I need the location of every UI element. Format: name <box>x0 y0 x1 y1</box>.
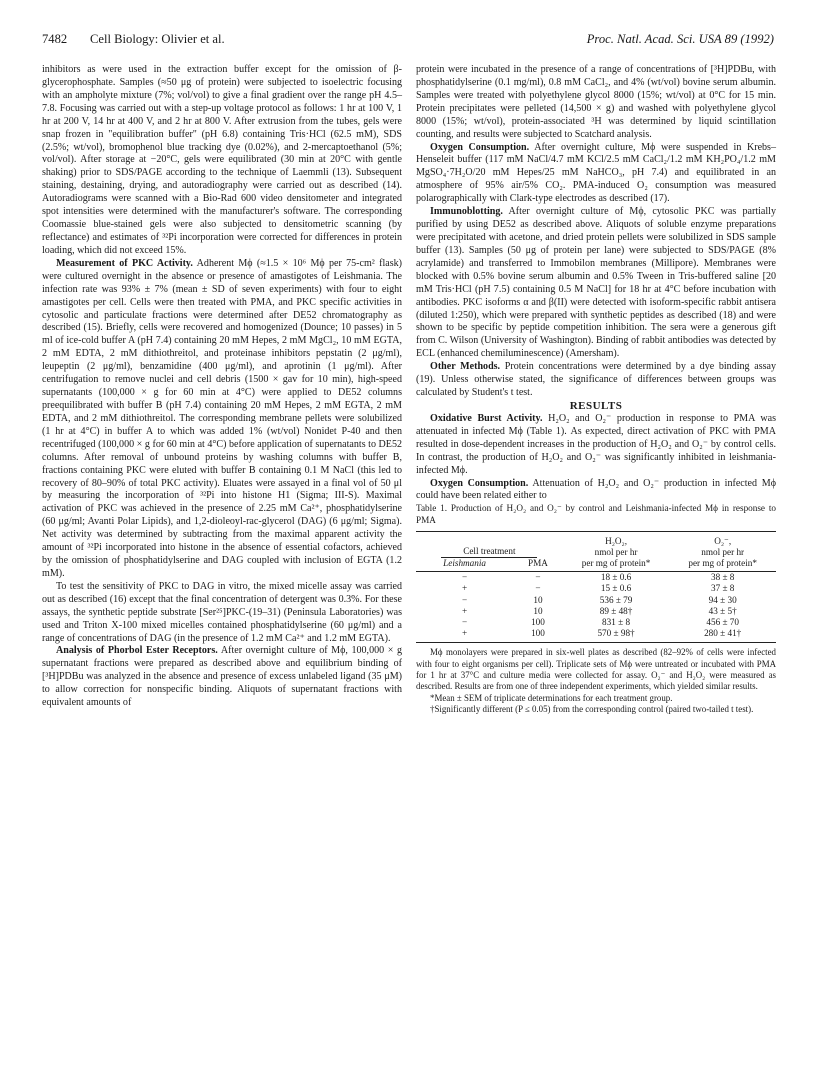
table-footnotes <box>416 647 776 715</box>
section-heading: Oxygen Consumption. <box>430 477 529 489</box>
table-row: − 100 831 ± 8 456 ± 70 <box>461 616 739 627</box>
paragraph <box>416 206 776 361</box>
paragraph: inhibitors as were used in the extraction buffer except for the omission of β-glycerophosphate. Samples (≈50 μg of protein) were subjected to isoelectric focusing with an ampholyte mixture (7%; vol/vol) to give a final gradient over the range pH 4.5–7.8. Focusing was carried out with a step-up voltage protocol as follows: 1 hr at 100 V, 1 hr at 200 V, 14 hr at 400 V, and 2 hr at 800 V. After extrusion from the tubes, gels were snap frozen in "equilibration buffer" (pH 6.8) containing Tris·HCl (62.5 mM), SDS (2.5%; wt/vol), bromophenol blue tracking dye (0.02%), and 2-mercaptoethanol (5%; vol/vol). After storage at −20°C, gels were equilibrated (30 min at 20°C with gentle shaking) prior to SDS/PAGE according to the technique of Laemmli (13). Subsequent staining, destaining, drying, and autoradiography were carried out as described (14). Autoradiograms were scanned with a Bio-Rad 600 video densitometer and integrated spot intensities were determined with the manufacturer's software. The corresponding Coomassie blue-stained gels were also subjected to densitometric scanning (by reflectance) and estimates of ³²Pi incorporation were corrected for differences in protein loading, which did not exceed 15%. <box>42 64 402 256</box>
section-heading: Other Methods. <box>430 361 501 373</box>
section-heading: Oxygen Consumption. <box>430 141 530 153</box>
paragraph-text: H₂O₂ and O₂⁻ production in response to PMA was attenuated in infected Mϕ (Table 1). As expected, direct activation of PKC with PMA resulted in dose-dependent increases in the production of H₂O₂ and O₂⁻ by control cells. In contrast, the production of H₂O₂ and O₂⁻ was significantly inhibited in leishmania-infected Mϕ. <box>416 412 777 476</box>
paragraph <box>416 361 776 400</box>
paragraph-text: After overnight culture of Mϕ, 100,000 × g supernatant fractions were prepared as described above and equilibrium binding of [³H]PDBu was analyzed in the absence and presence of excess unlabeled ligand (35 μM) to allow correction for nonspecific binding. Aliquots of supernatant fractions with equivalent amounts of <box>42 645 403 709</box>
journal-reference: Proc. Natl. Acad. Sci. USA 89 (1992) <box>586 32 774 46</box>
column-header-o2-units: per mg of protein* <box>669 558 776 572</box>
table-row: + − 15 ± 0.6 37 ± 8 <box>461 583 735 594</box>
paragraph-text: Attenuation of H₂O₂ and O₂⁻ production in infected Mϕ could have been related either to <box>416 477 776 502</box>
paragraph-text: After overnight culture, Mϕ were suspended in Krebs–Henseleit buffer (117 mM NaCl/4.7 mM KCl/2.5 mM CaCl₂/1.2 mM KH₂PO₄/1.2 mM MgSO₄·7H₂O/20 mM Hepes/25 mM NaHCO₃, pH 7.4) and equilibrated in an atmosphere of 95% air/5% CO₂. PMA-induced O₂ consumption was measured polarographically with Clark-type electrodes as described (17). <box>416 141 776 205</box>
section-heading: Oxidative Burst Activity. <box>430 412 543 424</box>
paragraph-text: Adherent Mϕ (≈1.5 × 10⁶ Mϕ per 75-cm² flask) were cultured overnight in the absence or presence of amastigotes of Leishmania. The infection rate was 93% ± 7% (mean ± SD of seven experiments) with four to eight amastigotes per cell. Cells were then treated with PMA, and PKC specific activities in cytosolic and particulate fractions were determined after DE52 chromatography as described (15). Briefly, cells were recovered and homogenized (Dounce; 10 passes) in 5 ml of ice-cold buffer A (pH 7.4) containing 20 mM Hepes, 2 mM MgCl₂, 10 mM EGTA, 2 mM EDTA, 2 mM dithiothreitol, and proteinase inhibitors pepstatin (2 μg/ml), leupeptin (2 μg/ml), benzamidine (400 μg/ml), and aprotinin (1 μg/ml). After centrifugation to remove nuclei and cell debris (1500 × gav for 10 min), high-speed supernatants (100,000 × g for 60 min at 4°C) were applied to DE52 columns preequilibrated with buffer B (pH 7.4) containing 20 mM Hepes, 2 mM EGTA, 2 mM EDTA, and 2 mM dithiothreitol. The corresponding membrane pellets were solubilized (1 hr at 4°C) in buffer A to which was added 1% (wt/vol) Nonidet P-40 and then recentrifuged (100,000 × g for 60 min at 4°C) before application of supernatants to DE52 columns. After removal of unbound proteins by washing columns with buffer B, fractions containing PKC were eluted with buffer B containing 0.1 M NaCl (this led to recovery of 80–90% of total PKC activity). Eluates were assayed in a final vol of 50 μl by measuring the incorporation of ³²Pi into histone H1 (Sigma; III-S). Maximal activation of PKC was achieved in the presence of 2.25 mM Ca²⁺, phosphatidylserine (60 μg/ml; Avanti Polar Lipids), and 1,2-dioleoyl-rac-glycerol (DAG) (6 μg/ml; Sigma). Net activity was determined by subtracting from the maximal apparent activity the amount of ³²Pi incorporated into histone in the absence of essential cofactors, achieved by the omission of phosphatidylserine and DAG coupled with inclusion of EGTA (1.2 mM). <box>42 257 402 579</box>
section-heading: Measurement of PKC Activity. <box>56 257 193 269</box>
page-number: 7482 <box>42 32 68 46</box>
column-group-header: Cell treatment <box>416 534 563 558</box>
column-header-pma: PMA <box>513 558 563 572</box>
table-row: − − 18 ± 0.6 38 ± 8 <box>461 572 735 583</box>
footnote-dagger: †Significantly different (P ≤ 0.05) from the corresponding control (paired two-tailed t test). <box>430 703 754 714</box>
table-note: Mϕ monolayers were prepared in six-well plates as described (82–92% of cells were infected with four to eight organisms per cell). Triplicate sets of Mϕ were untreated or incubated with PMA for 1 hr at 37°C and culture media were collected for assay. O₂⁻ and H₂O₂ were measured as described. Results are from one of three independent experiments, which yielded similar results. <box>416 647 776 692</box>
table-caption: Table 1. Production of H₂O₂ and O₂⁻ by control and Leishmania-infected Mϕ in response to PMA <box>416 503 776 525</box>
paragraph-text: Protein concentrations were determined by a dye binding assay (19). Unless otherwise stated, the significance of differences between groups was calculated by Student's t test. <box>416 361 777 399</box>
page-header <box>42 32 774 50</box>
right-column <box>416 64 776 715</box>
paragraph <box>416 413 776 478</box>
column-header-h2o2: H₂O₂, nmol per hr <box>594 535 638 557</box>
column-header-h2o2-units: per mg of protein* <box>563 558 670 572</box>
table-row: − 10 536 ± 79 94 ± 30 <box>461 594 737 605</box>
table-row: + 10 89 ± 48† 43 ± 5† <box>461 605 737 616</box>
paragraph <box>416 478 776 504</box>
paragraph: To test the sensitivity of PKC to DAG in vitro, the mixed micelle assay was carried out as described (16) except that the final concentration of detergent was 0.3%. For these assays, the synthetic peptide substrate [Ser²⁵]PKC-(19–31) (Peninsula Laboratories) was used and Triton X-100 mixed micelles contained phosphatidylserine (60 μg/ml) and a range of concentrations of DAG (in the presence of 1.2 mM Ca²⁺ and 1.2 mM EGTA). <box>42 580 402 644</box>
results-heading: RESULTS <box>569 399 623 412</box>
section-heading: Immunoblotting. <box>430 206 503 218</box>
column-header-leishmania: Leishmania <box>416 558 513 572</box>
paragraph: protein were incubated in the presence of a range of concentrations of [³H]PDBu, with phosphatidylserine (0.1 mg/ml), 0.8 mM CaCl₂, and 4% (wt/vol) bovine serum albumin. Samples were treated with polyethylene glycol 8000 (15%; wt/vol) at 0°C for 15 min. Protein precipitates were pelleted (14,500 × g) and washed with polyethylene glycol 8000 (15%; wt/vol), protein-associated ³H was determined by liquid scintillation counting, and results were subjected to Scatchard analysis. <box>416 64 776 140</box>
column-header-o2: O₂⁻, nmol per hr <box>701 535 745 557</box>
left-column <box>42 64 402 710</box>
paragraph <box>42 645 402 710</box>
table-row: + 100 570 ± 98† 280 ± 41† <box>416 628 776 643</box>
section-heading: Analysis of Phorbol Ester Receptors. <box>56 645 218 657</box>
footnote-star: *Mean ± SEM of triplicate determinations for each treatment group. <box>430 692 673 703</box>
running-title: Cell Biology: Olivier et al. <box>90 32 225 46</box>
paragraph <box>416 142 776 207</box>
table-1 <box>416 531 776 644</box>
paragraph-text: After overnight culture of Mϕ, cytosolic PKC was partially purified by using DE52 as described above. Aliquots of soluble enzyme preparations were precipitated with acetone, and dried protein pellets were solubilized in SDS sample buffer (13). Samples (50 μg of protein per lane) were subjected to SDS/PAGE (8% acrylamide) and transferred to Immobilon membranes (Millipore). Membranes were blocked with 0.5% bovine serum albumin and 0.5% Tween in Tris-buffered saline [20 mM Tris·HCl (pH 7.5) containing 0.5 M NaCl] for 18 hr at 4°C before incubation with antibodies. PKC isoforms α and β(II) were detected with isoform-specific rabbit antisera (diluted 1:250), which were prepared with synthetic peptides as described (18) and were shown to be specific by peptide competition inhibition. The sera were a generous gift from C. Wilson (University of Washington). Binding of rabbit antibodies was detected by ECL (enhanced chemiluminescence) (Amersham). <box>416 206 776 360</box>
paragraph <box>42 258 402 581</box>
